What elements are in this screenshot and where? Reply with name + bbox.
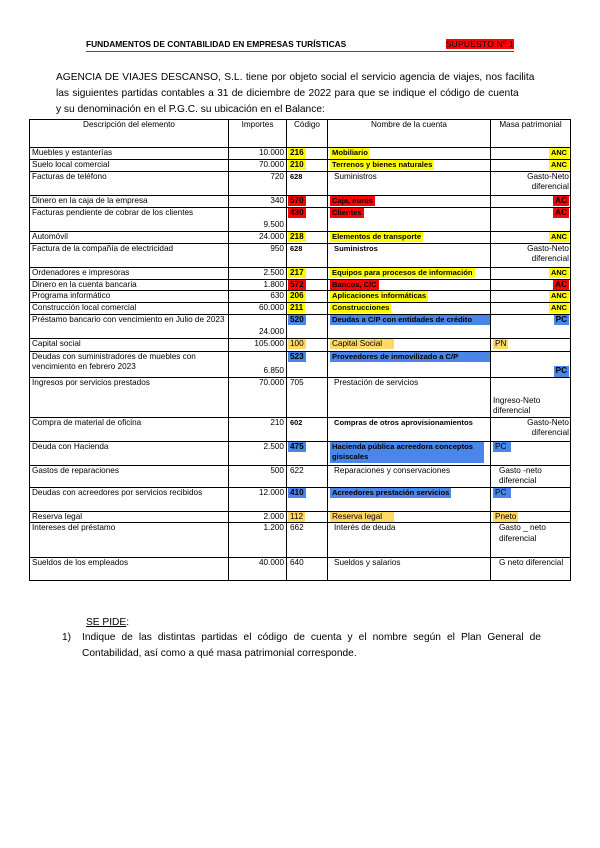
cell-codigo	[287, 338, 328, 351]
cell-masa	[491, 338, 571, 351]
cell-masa	[491, 267, 571, 279]
cell-masa	[491, 377, 571, 417]
cell-descripcion: Programa informático	[30, 291, 229, 303]
account-code: 705	[290, 377, 304, 387]
account-code: 628	[290, 243, 303, 253]
account-name: Aplicaciones informáticas	[332, 291, 427, 300]
cell-importe: 2.000	[229, 511, 287, 523]
patrimonial-mass: AC	[555, 207, 567, 217]
cell-masa	[491, 171, 571, 195]
account-code: 216	[290, 148, 304, 157]
account-name: Prestación de servicios	[334, 377, 419, 387]
cell-descripcion: Gastos de reparaciones	[30, 465, 229, 487]
account-code: 572	[290, 279, 304, 289]
account-code: 475	[290, 441, 304, 451]
cell-masa	[491, 231, 571, 243]
se-pide-label: SE PIDE	[86, 617, 127, 628]
cell-nombre	[328, 171, 491, 195]
account-code: 100	[290, 338, 304, 348]
account-name: Acreedores prestación servicios	[332, 487, 450, 497]
cell-nombre	[328, 231, 491, 243]
patrimonial-mass: Gasto-Neto diferencial	[527, 417, 569, 437]
table-row	[30, 231, 571, 243]
cell-descripcion: Préstamo bancario con vencimiento en Julio de 2023	[30, 314, 229, 338]
patrimonial-mass: ANC	[550, 148, 567, 157]
cell-codigo	[287, 195, 328, 207]
account-name: Clientes	[332, 207, 362, 217]
intro-paragraph	[56, 70, 551, 118]
cell-codigo	[287, 487, 328, 511]
cell-nombre	[328, 148, 491, 160]
account-code: 628	[290, 171, 303, 181]
cell-codigo	[287, 171, 328, 195]
patrimonial-mass: ANC	[550, 291, 567, 300]
intro-line: AGENCIA DE VIAJES DESCANSO, S.L. tiene por objeto social el servicio agencia de viajes, nos facilita	[56, 72, 535, 83]
account-name: Proveedores de inmovilizado a C/P	[330, 352, 491, 363]
patrimonial-mass: G neto diferencial	[499, 558, 564, 567]
header-importes: Importes	[229, 120, 287, 148]
table-row	[30, 148, 571, 160]
se-pide-colon: :	[126, 617, 130, 628]
cell-nombre	[328, 487, 491, 511]
account-code: 640	[290, 558, 304, 567]
patrimonial-mass: AC	[555, 279, 567, 289]
cell-masa	[491, 159, 571, 171]
header-descripcion: Descripción del elemento	[30, 120, 229, 148]
cell-descripcion: Automóvil	[30, 231, 229, 243]
cell-nombre	[328, 417, 491, 441]
patrimonial-mass: PC	[555, 314, 567, 324]
cell-codigo	[287, 417, 328, 441]
table-row	[30, 291, 571, 303]
cell-nombre	[328, 243, 491, 267]
cell-codigo	[287, 267, 328, 279]
account-name: Equipos para procesos de información	[332, 267, 473, 277]
cell-codigo	[287, 314, 328, 338]
cell-masa	[491, 511, 571, 523]
account-name: Hacienda pública acreedora conceptos gisiscales	[330, 442, 484, 463]
table-row	[30, 511, 571, 523]
cell-nombre	[328, 159, 491, 171]
patrimonial-mass: ANC	[550, 302, 567, 312]
cell-nombre	[328, 441, 491, 465]
cell-masa	[491, 441, 571, 465]
account-code: 570	[290, 195, 304, 205]
account-code: 217	[290, 267, 304, 277]
cell-masa	[491, 302, 571, 314]
cell-descripcion: Deuda con Hacienda	[30, 441, 229, 465]
account-name: Capital Social	[330, 339, 394, 350]
cell-descripcion: Capital social	[30, 338, 229, 351]
supuesto-label: SUPUESTO Nº 1	[445, 39, 514, 49]
account-code: 662	[290, 523, 304, 532]
cell-codigo	[287, 302, 328, 314]
table-row	[30, 195, 571, 207]
cell-descripcion: Ingresos por servicios prestados	[30, 377, 229, 417]
cell-descripcion: Suelo local comercial	[30, 159, 229, 171]
cell-masa	[491, 351, 571, 377]
cell-masa	[491, 523, 571, 558]
table-row	[30, 243, 571, 267]
cell-codigo	[287, 441, 328, 465]
account-code: 602	[290, 417, 303, 427]
cell-importe: 12.000	[229, 487, 287, 511]
cell-nombre	[328, 302, 491, 314]
question-number: 1)	[62, 632, 72, 643]
patrimonial-mass: ANC	[550, 267, 567, 277]
patrimonial-mass: Ingreso-Neto diferencial	[493, 395, 541, 415]
cell-masa	[491, 207, 571, 231]
patrimonial-mass: Gasto -neto diferencial	[499, 465, 542, 485]
patrimonial-mass: ANC	[550, 159, 567, 169]
account-name: Reserva legal	[330, 512, 394, 523]
table-row	[30, 487, 571, 511]
cell-masa	[491, 417, 571, 441]
cell-codigo	[287, 377, 328, 417]
cell-importe: 2.500	[229, 267, 287, 279]
account-code: 622	[290, 465, 304, 475]
table-row	[30, 377, 571, 417]
account-code: 430	[290, 207, 304, 217]
cell-codigo	[287, 148, 328, 160]
cell-masa	[491, 465, 571, 487]
question-line: Indique de las distintas partidas el código de cuenta y el nombre según el Plan General de	[82, 632, 541, 643]
table-row	[30, 207, 571, 231]
cell-codigo	[287, 511, 328, 523]
table-row	[30, 171, 571, 195]
patrimonial-mass: Gasto _ neto diferencial	[499, 523, 546, 543]
cell-masa	[491, 243, 571, 267]
cell-importe: 60.000	[229, 302, 287, 314]
table-row	[30, 351, 571, 377]
cell-importe: 24.000	[229, 231, 287, 243]
page-header	[86, 38, 514, 52]
cell-nombre	[328, 195, 491, 207]
cell-importe: 24.000	[229, 314, 287, 338]
cell-descripcion: Facturas pendiente de cobrar de los clientes	[30, 207, 229, 231]
table-header-row	[30, 120, 571, 148]
cell-importe: 70.000	[229, 377, 287, 417]
account-name: Deudas a C/P con entidades de crédito	[330, 315, 491, 326]
table-row	[30, 338, 571, 351]
cell-importe: 2.500	[229, 441, 287, 465]
cell-descripcion: Dinero en la caja de la empresa	[30, 195, 229, 207]
se-pide-heading	[86, 617, 129, 628]
cell-importe: 950	[229, 243, 287, 267]
account-name: Terrenos y bienes naturales	[332, 159, 433, 169]
cell-descripcion: Compra de material de oficina	[30, 417, 229, 441]
account-name: Bancos, C/C	[332, 279, 377, 289]
cell-descripcion: Construcción local comercial	[30, 302, 229, 314]
patrimonial-mass: PC	[493, 488, 511, 499]
cell-descripcion: Muebles y estanterías	[30, 148, 229, 160]
cell-descripcion: Deudas con suministradores de muebles con vencimiento en febrero 2023	[30, 351, 229, 377]
patrimonial-mass: PC	[555, 366, 567, 375]
cell-codigo	[287, 558, 328, 581]
cell-descripcion: Sueldos de los empleados	[30, 558, 229, 581]
table-row	[30, 159, 571, 171]
account-code: 523	[290, 351, 304, 361]
cell-masa	[491, 558, 571, 581]
cell-nombre	[328, 338, 491, 351]
cell-descripcion: Factura de la compañía de electricidad	[30, 243, 229, 267]
patrimonial-mass: Gasto-Neto diferencial	[527, 243, 569, 263]
table-row	[30, 302, 571, 314]
cell-nombre	[328, 267, 491, 279]
account-name: Suministros	[334, 171, 377, 181]
table-row	[30, 279, 571, 291]
header-codigo: Código	[287, 120, 328, 148]
intro-line: las siguientes partidas contables a 31 de diciembre de 2022 para que se indique el código de cuenta	[56, 88, 519, 99]
cell-masa	[491, 148, 571, 160]
cell-nombre	[328, 207, 491, 231]
account-code: 206	[290, 291, 304, 300]
cell-codigo	[287, 351, 328, 377]
cell-descripcion: Dinero en la cuenta bancaria	[30, 279, 229, 291]
table-row	[30, 417, 571, 441]
patrimonial-mass: Pneto	[495, 511, 517, 521]
cell-importe: 340	[229, 195, 287, 207]
patrimonial-mass: PC	[493, 442, 511, 453]
cell-importe: 1.200	[229, 523, 287, 558]
cell-importe: 630	[229, 291, 287, 303]
cell-masa	[491, 279, 571, 291]
account-name: Compras de otros aprovisionamientos	[334, 417, 473, 427]
account-name: Sueldos y salarios	[334, 558, 401, 567]
account-name: Mobiliario	[332, 148, 368, 157]
table-row	[30, 465, 571, 487]
question-1	[62, 630, 557, 662]
intro-line: y su denominación en el P.G.C. su ubicación en el Balance:	[56, 104, 325, 115]
cell-nombre	[328, 279, 491, 291]
cell-codigo	[287, 279, 328, 291]
cell-nombre	[328, 351, 491, 377]
cell-nombre	[328, 291, 491, 303]
account-code: 112	[290, 511, 304, 521]
cell-descripcion: Ordenadores e impresoras	[30, 267, 229, 279]
account-name: Elementos de transporte	[332, 231, 422, 241]
cell-codigo	[287, 159, 328, 171]
cell-importe: 40.000	[229, 558, 287, 581]
cell-importe: 70.000	[229, 159, 287, 171]
cell-masa	[491, 487, 571, 511]
account-code: 410	[290, 487, 304, 497]
cell-masa	[491, 195, 571, 207]
cell-descripcion: Deudas con acreedores por servicios recibidos	[30, 487, 229, 511]
cell-nombre	[328, 558, 491, 581]
cell-importe: 210	[229, 417, 287, 441]
cell-masa	[491, 314, 571, 338]
header-masa: Masa patrimonial	[491, 120, 571, 148]
header-nombre: Nombre de la cuenta	[328, 120, 491, 148]
cell-importe: 720	[229, 171, 287, 195]
cell-importe: 10.000	[229, 148, 287, 160]
table-row	[30, 523, 571, 558]
cell-importe: 6.850	[229, 351, 287, 377]
cell-descripcion: Intereses del préstamo	[30, 523, 229, 558]
account-code: 211	[290, 302, 304, 312]
cell-importe: 9.500	[229, 207, 287, 231]
table-row	[30, 314, 571, 338]
table-row	[30, 267, 571, 279]
account-name: Suministros	[334, 243, 378, 253]
cell-codigo	[287, 465, 328, 487]
cell-codigo	[287, 523, 328, 558]
cell-codigo	[287, 291, 328, 303]
account-code: 218	[290, 231, 304, 241]
account-name: Reparaciones y conservaciones	[334, 465, 451, 475]
question-line: Contabilidad, así como a qué masa patrimonial corresponde.	[82, 648, 357, 659]
cell-nombre	[328, 465, 491, 487]
cell-codigo	[287, 243, 328, 267]
patrimonial-mass: AC	[555, 195, 567, 205]
patrimonial-mass: PN	[495, 338, 507, 348]
account-code: 210	[290, 159, 304, 169]
cell-importe: 500	[229, 465, 287, 487]
patrimonial-mass: ANC	[550, 231, 567, 241]
cell-nombre	[328, 314, 491, 338]
cell-codigo	[287, 231, 328, 243]
cell-nombre	[328, 523, 491, 558]
cell-nombre	[328, 377, 491, 417]
cell-descripcion: Facturas de teléfono	[30, 171, 229, 195]
patrimonial-mass: Gasto-Neto diferencial	[527, 171, 569, 191]
cell-importe: 1.800	[229, 279, 287, 291]
cell-nombre	[328, 511, 491, 523]
account-name: Construcciones	[332, 302, 390, 312]
cell-descripcion: Reserva legal	[30, 511, 229, 523]
account-name: Caja, euros	[332, 195, 373, 205]
table-row	[30, 558, 571, 581]
cell-masa	[491, 291, 571, 303]
account-name: Interés de deuda	[334, 523, 396, 532]
question-text	[82, 630, 557, 662]
cell-codigo	[287, 207, 328, 231]
table-row	[30, 441, 571, 465]
account-code: 520	[290, 314, 304, 324]
accounts-table	[29, 119, 571, 581]
course-title: FUNDAMENTOS DE CONTABILIDAD EN EMPRESAS TURÍSTICAS	[86, 39, 347, 49]
cell-importe: 105.000	[229, 338, 287, 351]
